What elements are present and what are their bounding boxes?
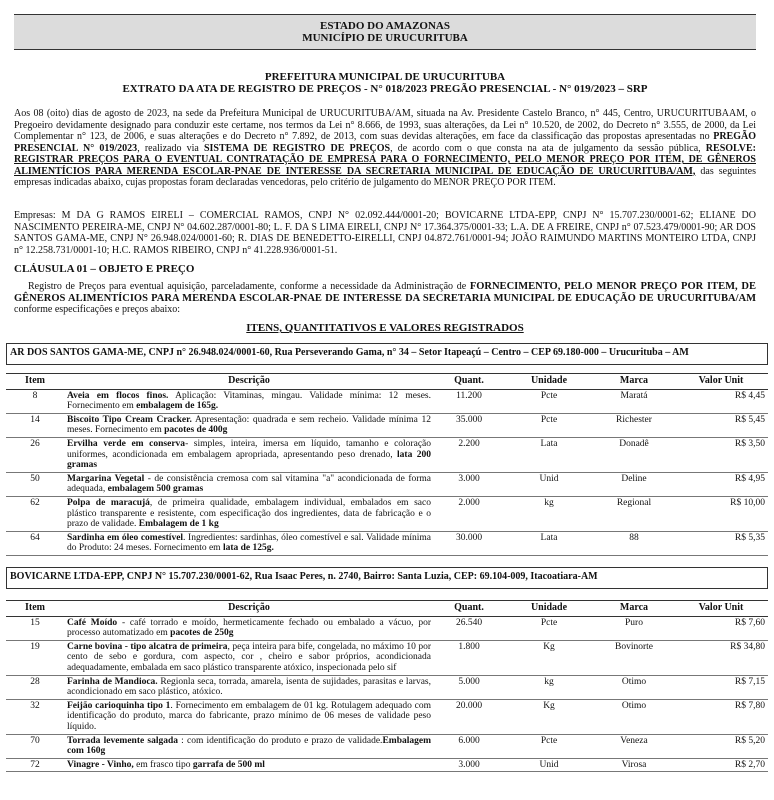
col-description: Descrição	[64, 374, 434, 390]
cell-quantity: 3.000	[434, 472, 504, 496]
cell-brand: Otimo	[594, 699, 674, 734]
description-name: Torrada levemente salgada	[67, 735, 178, 746]
intro-resolve: RESOLVE:	[705, 142, 757, 154]
cell-unit: Lata	[504, 437, 594, 472]
cell-quantity: 11.200	[434, 389, 504, 413]
intro-paragraph	[14, 108, 756, 189]
description-text: , peça inteira para bife, congelada, no máximo 10 por cento de sebo e gordura, com aspecto, cor , cheiro e sabor próprios, acondicionada adequadamente, embalada em saco plástico transparente atóxico, inspecionada pelo sif	[67, 641, 431, 673]
description-package: Embalagem com 160g	[67, 735, 431, 757]
cell-item: 64	[6, 531, 64, 555]
description-package: embalagem 500 gramas	[107, 484, 204, 495]
cell-quantity: 2.000	[434, 496, 504, 531]
intro-text-c: , realizado via	[137, 142, 204, 154]
cell-price: R$ 7,15	[674, 675, 768, 699]
table-row	[6, 531, 768, 555]
cell-description	[64, 675, 434, 699]
supplier-2-header: BOVICARNE LTDA-EPP, CNPJ N° 15.707.230/0001-62, Rua Isaac Peres, n. 2740, Bairro: Santa Luzia, CEP: 69.104-009, Itacoatiara-AM	[6, 567, 768, 589]
cell-price: R$ 10,00	[674, 496, 768, 531]
cell-item: 14	[6, 413, 64, 437]
cell-quantity: 35.000	[434, 413, 504, 437]
cell-unit: Pcte	[504, 616, 594, 640]
cell-item: 62	[6, 496, 64, 531]
cell-price: R$ 34,80	[674, 640, 768, 675]
table-row	[6, 496, 768, 531]
cell-item: 19	[6, 640, 64, 675]
cell-description	[64, 616, 434, 640]
description-package: pacotes de 250g	[170, 628, 234, 639]
table-row	[6, 437, 768, 472]
description-name: Café Moído	[67, 617, 118, 628]
cell-item: 8	[6, 389, 64, 413]
object-text-c: conforme especificações e preços abaixo:	[14, 304, 181, 315]
cell-price: R$ 5,20	[674, 734, 768, 758]
cell-price: R$ 4,95	[674, 472, 768, 496]
description-text: em frasco tipo	[133, 759, 193, 770]
cell-description	[64, 758, 434, 772]
description-name: Margarina Vegetal	[67, 473, 145, 484]
cell-unit: Pcte	[504, 389, 594, 413]
cell-description	[64, 389, 434, 413]
description-name: Aveia em flocos finos.	[67, 390, 169, 401]
municipality-name: MUNICÍPIO DE URUCURITUBA	[302, 32, 468, 44]
cell-quantity: 6.000	[434, 734, 504, 758]
cell-quantity: 1.800	[434, 640, 504, 675]
cell-unit: Unid	[504, 472, 594, 496]
cell-quantity: 30.000	[434, 531, 504, 555]
cell-unit: Pcte	[504, 734, 594, 758]
cell-unit: Kg	[504, 699, 594, 734]
cell-quantity: 20.000	[434, 699, 504, 734]
cell-price: R$ 5,35	[674, 531, 768, 555]
intro-text-h: das seguintes empresas indicadas abaixo, cujas propostas foram declaradas vencedoras, pelo critério de julgamento do MENOR PREÇO POR ITEM.	[14, 165, 756, 188]
description-text: . Fornecimento em embalagem de 01 kg. Rotulagem adequado com identificação do produto, marca do fabricante, prazo mínimo de 06 meses de validade peso líquido.	[67, 700, 431, 732]
cell-brand: Veneza	[594, 734, 674, 758]
description-text: - de consistência cremosa com sal vitamina "a" acondicionada de forma adequada,	[67, 473, 431, 495]
description-name: Ervilha verde em conserva	[67, 438, 186, 449]
cell-description	[64, 640, 434, 675]
description-name: Carne bovina - tipo alcatra de primeira	[67, 641, 228, 652]
cell-item: 28	[6, 675, 64, 699]
cell-price: R$ 3,50	[674, 437, 768, 472]
description-name: Feijão carioquinha tipo 1	[67, 700, 171, 711]
org-title: PREFEITURA MUNICIPAL DE URUCURITUBA	[264, 71, 506, 83]
cell-quantity: 2.200	[434, 437, 504, 472]
description-package: Embalagem de 1 kg	[138, 519, 219, 530]
cell-item: 32	[6, 699, 64, 734]
cell-unit: kg	[504, 496, 594, 531]
cell-description	[64, 734, 434, 758]
col-item: Item	[6, 374, 64, 390]
intro-srp: SISTEMA DE REGISTRO DE PREÇOS	[203, 142, 391, 154]
intro-resolve-text: REGISTRAR PREÇOS PARA O EVENTUAL CONTRATAÇÃO DE EMPRESA PARA O FORNECIMENTO, PELO MENOR PREÇO POR ITEM, DE GÊNEROS ALIMENTÍCIOS PARA MERENDA ESCOLAR-PNAE DE INTERESSE DA SECRETARIA MUNICIPAL DE EDUCAÇÃO DE URUCURITUBA/AM,	[14, 154, 756, 177]
cell-description	[64, 496, 434, 531]
cell-brand: Richester	[594, 413, 674, 437]
col-quantity: Quant.	[434, 374, 504, 390]
cell-quantity: 26.540	[434, 616, 504, 640]
table-row	[6, 734, 768, 758]
cell-brand: Otimo	[594, 675, 674, 699]
cell-description	[64, 472, 434, 496]
description-text: Aplicação: Vitaminas, mingau. Validade mínima: 12 meses. Fornecimento em	[67, 390, 431, 412]
cell-price: R$ 2,70	[674, 758, 768, 772]
companies-paragraph: Empresas: M DA G RAMOS EIRELI – COMERCIAL RAMOS, CNPJ N° 02.092.444/0001-20; BOVICARNE LTDA-EPP, CNPJ N° 15.707.230/0001-62; ELIANE DO NASCIMENTO PEREIRA-ME, CNPJ N° 04.602.287/0001-80; L. F. DA S LIMA EIRELI, CNPJ N° 17.364.375/0001-33; L.A. DE A FREIRE, CNPJ n° 07.523.479/0001-90; AR DOS SANTOS GAMA-ME, CNPJ N° 26.948.024/0001-60; R. DIAS DE BENEDETTO-EIRELLI, CNPJ 04.872.761/0001-94; JOÃO RAIMUNDO MARTINS MONTEIRO LTDA, CNPJ n° 12.258.731/0001-10; H.C. RAMOS RIBEIRO, CNPJ n° 41.228.936/0001-51.	[14, 210, 756, 256]
table-row	[6, 699, 768, 734]
cell-unit: Pcte	[504, 413, 594, 437]
items-table-2	[6, 600, 768, 772]
table-1-header	[6, 374, 768, 390]
clause-heading: CLÁUSULA 01 – OBJETO E PREÇO	[14, 263, 195, 275]
description-text: , de primeira qualidade, embalagem individual, embalados em saco plástico transparente e resistente, com especificação dos ingredientes, data de fabricação e o prazo de validade.	[67, 497, 431, 530]
cell-brand: Virosa	[594, 758, 674, 772]
object-text-a: Registro de Preços para eventual aquisição, parceladamente, conforme a necessidade da Administração de	[28, 281, 470, 292]
state-header	[14, 14, 756, 50]
cell-unit: Kg	[504, 640, 594, 675]
cell-brand: Donadê	[594, 437, 674, 472]
description-package: pacotes de 400g	[164, 425, 228, 436]
cell-description	[64, 531, 434, 555]
cell-price: R$ 4,45	[674, 389, 768, 413]
description-name: Polpa de maracujá	[67, 497, 150, 508]
description-name: Biscoito Tipo Cream Cracker.	[67, 414, 192, 425]
cell-item: 15	[6, 616, 64, 640]
cell-unit: Lata	[504, 531, 594, 555]
col-price: Valor Unit	[674, 374, 768, 390]
cell-brand: Bovinorte	[594, 640, 674, 675]
cell-brand: Regional	[594, 496, 674, 531]
cell-description	[64, 413, 434, 437]
description-text: - café torrado e moído, hermeticamente fechado ou embalado a vácuo, por processo automatizado em	[67, 617, 431, 639]
extract-title: EXTRATO DA ATA DE REGISTRO DE PREÇOS - N° 018/2023 PREGÃO PRESENCIAL - N° 019/2023 – SRP	[122, 83, 648, 95]
col-description: Descrição	[64, 601, 434, 617]
intro-text-a: Aos 08 (oito) dias de agosto de 2023, na sede da Prefeitura Municipal de URUCURITUBA/AM, situada na Av. Presidente Castelo Branco, n° 445, Centro, URUCURITUBAAM, o Pregoeiro devidamente designado para conduzir este certame, nos termos da Lei n° 8.666, de 1993, suas alterações, da Lei n° 10.520, de 2002, do Decreto n° 3.555, de 2000, da Lei Complementar n° 123, de 2006, e suas alterações e do Decreto n° 7.892, de 2013, com suas devidas alterações, em face da classificação das propostas apresentadas no	[14, 108, 756, 142]
col-price: Valor Unit	[674, 601, 768, 617]
col-unit: Unidade	[504, 374, 594, 390]
col-brand: Marca	[594, 601, 674, 617]
table-row	[6, 413, 768, 437]
description-package: lata 200 gramas	[67, 449, 431, 471]
description-package: garrafa de 500 ml	[192, 759, 265, 770]
cell-description	[64, 699, 434, 734]
cell-brand: 88	[594, 531, 674, 555]
description-name: Farinha de Mandioca.	[67, 676, 158, 687]
table-2-header	[6, 601, 768, 617]
col-brand: Marca	[594, 374, 674, 390]
intro-text-e: , de acordo com o que consta na ata de julgamento da sessão pública,	[390, 142, 706, 154]
description-package: lata de 125g.	[222, 543, 274, 554]
description-text: Apresentação: quadrada e sem recheio. Validade mínima 12 meses. Fornecimento em	[67, 414, 431, 436]
description-name: Vinagre - Vinho,	[67, 759, 134, 770]
table-row	[6, 616, 768, 640]
description-package: embalagem de 165g.	[136, 401, 219, 412]
cell-quantity: 5.000	[434, 675, 504, 699]
col-item: Item	[6, 601, 64, 617]
description-text: Regionla seca, torrada, amarela, isenta de sujidades, parasitas e larvas, acondicionado em saco plástico, atóxico.	[67, 676, 431, 698]
table-row	[6, 758, 768, 772]
cell-item: 70	[6, 734, 64, 758]
cell-description	[64, 437, 434, 472]
cell-unit: kg	[504, 675, 594, 699]
cell-quantity: 3.000	[434, 758, 504, 772]
cell-item: 72	[6, 758, 64, 772]
cell-brand: Deline	[594, 472, 674, 496]
cell-price: R$ 7,80	[674, 699, 768, 734]
cell-price: R$ 7,60	[674, 616, 768, 640]
cell-item: 26	[6, 437, 64, 472]
items-title: ITENS, QUANTITATIVOS E VALORES REGISTRADOS	[246, 322, 524, 334]
object-bold: FORNECIMENTO, PELO MENOR PREÇO POR ITEM, DE GÊNEROS ALIMENTÍCIOS PARA MERENDA ESCOLAR-PNAE DE INTERESSE DA SECRETARIA MUNICIPAL DE EDUCAÇÃO DE URUCURITUBA/AM	[14, 281, 756, 304]
cell-brand: Puro	[594, 616, 674, 640]
table-row	[6, 389, 768, 413]
cell-brand: Maratá	[594, 389, 674, 413]
supplier-1-header: AR DOS SANTOS GAMA-ME, CNPJ n° 26.948.024/0001-60, Rua Perseverando Gama, n° 34 – Setor Itapeaçú – Centro – CEP 69.180-000 – Urucurituba – AM	[6, 343, 768, 365]
col-unit: Unidade	[504, 601, 594, 617]
object-paragraph	[14, 281, 756, 316]
description-text: . Ingredientes: sardinhas, óleo comestível e sal. Validade mínima do Produto: 24 meses. Fornecimento em	[67, 532, 431, 554]
col-quantity: Quant.	[434, 601, 504, 617]
state-name: ESTADO DO AMAZONAS	[320, 20, 450, 32]
cell-price: R$ 5,45	[674, 413, 768, 437]
table-row	[6, 472, 768, 496]
description-name: Sardinha em óleo comestível	[67, 532, 184, 543]
cell-item: 50	[6, 472, 64, 496]
table-row	[6, 675, 768, 699]
description-text: : com identificação do produto e prazo de validade.	[178, 735, 383, 746]
description-text: - simples, inteira, imersa em líquido, tamanho e coloração uniformes, acondicionada em embalagem apropriada, apresentando peso drenado,	[67, 438, 431, 460]
intro-pregao: PREGÃO PRESENCIAL N° 019/2023	[14, 131, 756, 154]
table-row	[6, 640, 768, 675]
items-table-1	[6, 373, 768, 556]
cell-unit: Unid	[504, 758, 594, 772]
